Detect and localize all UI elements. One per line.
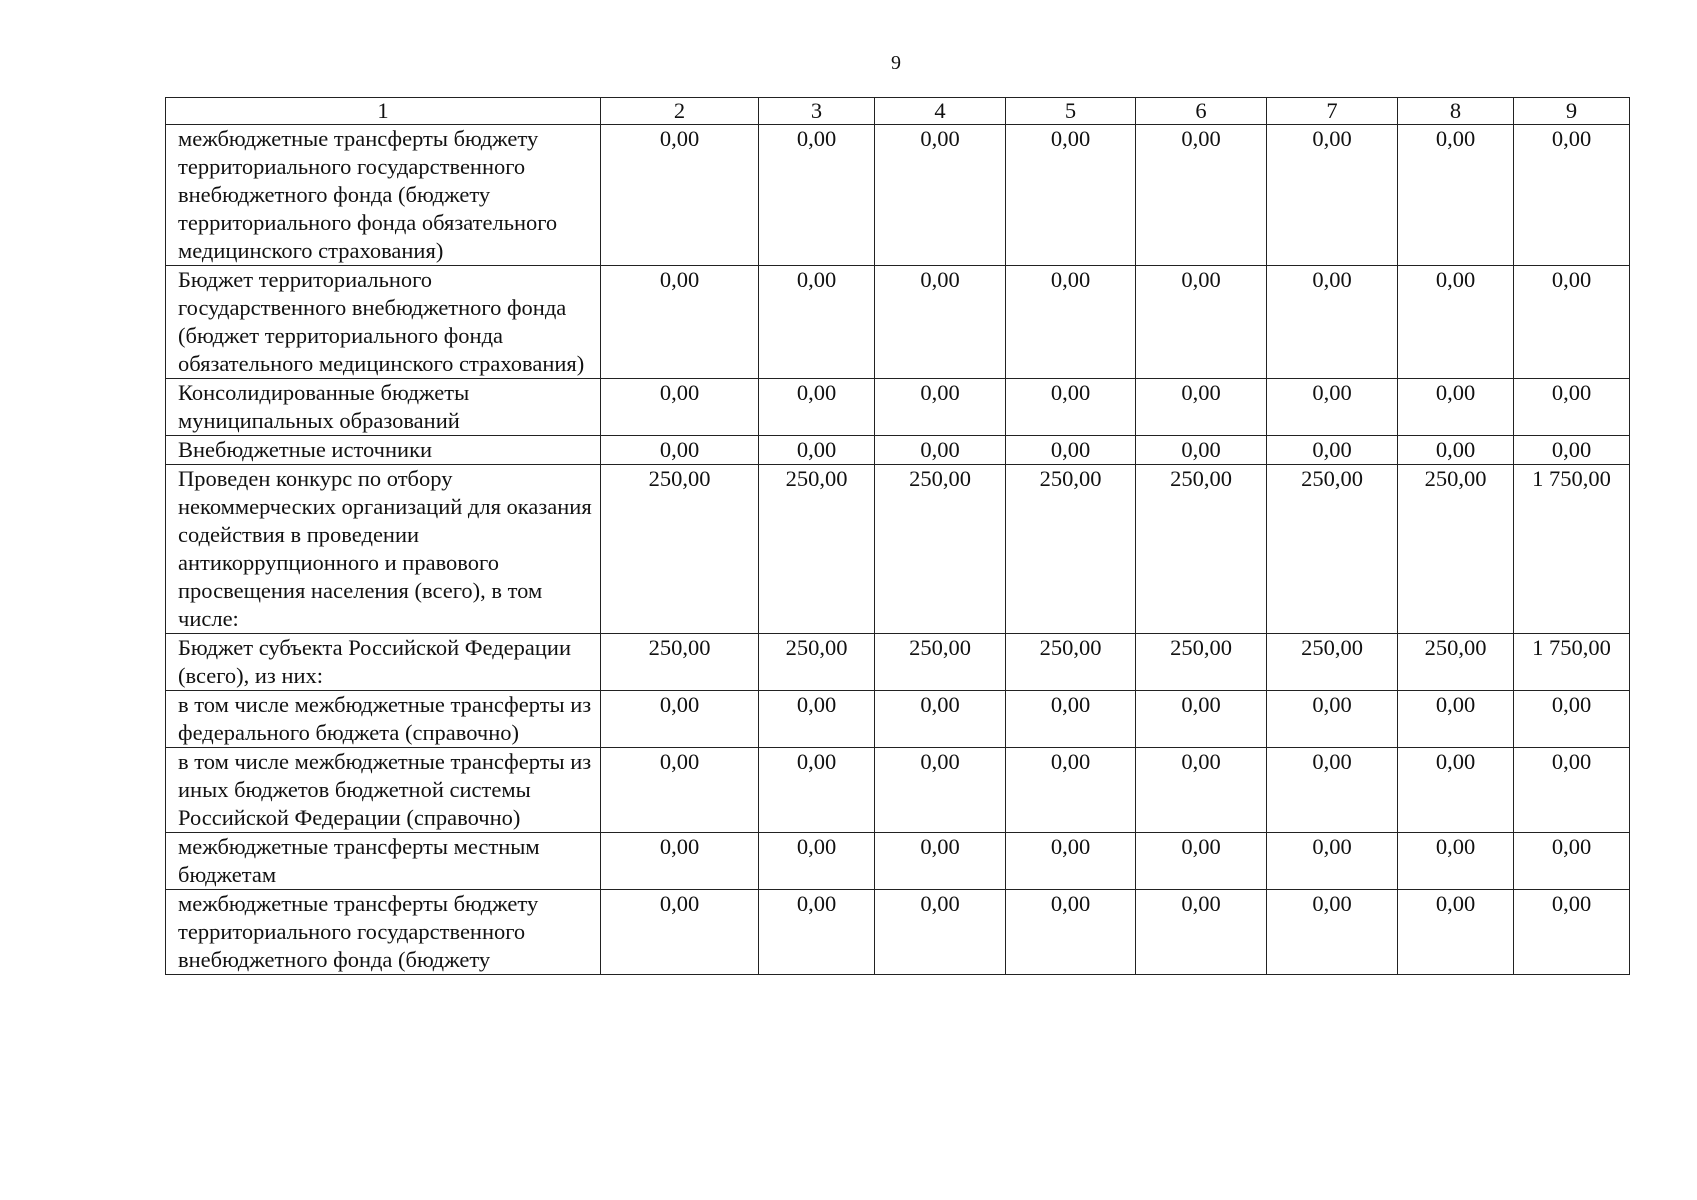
value-cell: 0,00	[1514, 890, 1630, 975]
value-cell: 250,00	[1398, 465, 1514, 634]
column-header: 5	[1006, 98, 1136, 125]
value-cell: 0,00	[1398, 890, 1514, 975]
value-cell: 0,00	[875, 748, 1006, 833]
value-cell: 0,00	[601, 748, 759, 833]
value-cell: 0,00	[1398, 691, 1514, 748]
row-label: межбюджетные трансферты бюджету территориального государственного внебюджетного фонда (бюджету территориального фонда обязательного медицинского страхования)	[166, 125, 601, 266]
value-cell: 0,00	[1267, 890, 1398, 975]
value-cell: 0,00	[1398, 266, 1514, 379]
value-cell: 0,00	[759, 266, 875, 379]
value-cell: 0,00	[759, 890, 875, 975]
column-header: 7	[1267, 98, 1398, 125]
table-row	[166, 465, 1630, 634]
row-label: Бюджет субъекта Российской Федерации (всего), из них:	[166, 634, 601, 691]
value-cell: 0,00	[1136, 379, 1267, 436]
value-cell: 0,00	[1006, 436, 1136, 465]
value-cell: 0,00	[1267, 125, 1398, 266]
value-cell: 0,00	[1398, 379, 1514, 436]
value-cell: 0,00	[875, 125, 1006, 266]
value-cell: 250,00	[1267, 634, 1398, 691]
value-cell: 250,00	[875, 465, 1006, 634]
value-cell: 0,00	[1136, 833, 1267, 890]
value-cell: 250,00	[1398, 634, 1514, 691]
column-header: 8	[1398, 98, 1514, 125]
value-cell: 0,00	[1006, 125, 1136, 266]
value-cell: 0,00	[1514, 379, 1630, 436]
value-cell: 0,00	[1398, 125, 1514, 266]
value-cell: 250,00	[759, 465, 875, 634]
value-cell: 0,00	[601, 691, 759, 748]
column-header: 1	[166, 98, 601, 125]
value-cell: 0,00	[601, 125, 759, 266]
value-cell: 0,00	[1267, 436, 1398, 465]
value-cell: 250,00	[1136, 465, 1267, 634]
value-cell: 250,00	[1006, 634, 1136, 691]
table-row	[166, 748, 1630, 833]
column-header: 4	[875, 98, 1006, 125]
value-cell: 0,00	[1136, 890, 1267, 975]
value-cell: 0,00	[759, 125, 875, 266]
value-cell: 0,00	[1267, 748, 1398, 833]
value-cell: 0,00	[875, 890, 1006, 975]
value-cell: 250,00	[1006, 465, 1136, 634]
table-row	[166, 634, 1630, 691]
value-cell: 0,00	[601, 436, 759, 465]
value-cell: 0,00	[1514, 266, 1630, 379]
value-cell: 0,00	[1267, 379, 1398, 436]
value-cell: 250,00	[875, 634, 1006, 691]
value-cell: 0,00	[1006, 266, 1136, 379]
table-body	[166, 98, 1630, 975]
value-cell: 0,00	[875, 691, 1006, 748]
table-row	[166, 266, 1630, 379]
value-cell: 0,00	[1514, 691, 1630, 748]
value-cell: 0,00	[1398, 748, 1514, 833]
value-cell: 0,00	[1398, 436, 1514, 465]
value-cell: 0,00	[1267, 691, 1398, 748]
value-cell: 250,00	[759, 634, 875, 691]
row-label: в том числе межбюджетные трансферты из федерального бюджета (справочно)	[166, 691, 601, 748]
value-cell: 0,00	[1136, 436, 1267, 465]
value-cell: 0,00	[759, 379, 875, 436]
column-header: 9	[1514, 98, 1630, 125]
value-cell: 250,00	[1136, 634, 1267, 691]
value-cell: 0,00	[1136, 691, 1267, 748]
value-cell: 0,00	[759, 833, 875, 890]
value-cell: 0,00	[875, 379, 1006, 436]
column-header: 3	[759, 98, 875, 125]
value-cell: 0,00	[875, 266, 1006, 379]
value-cell: 0,00	[601, 833, 759, 890]
row-label: Бюджет территориального государственного внебюджетного фонда (бюджет территориального фонда обязательного медицинского страхования)	[166, 266, 601, 379]
value-cell: 1 750,00	[1514, 634, 1630, 691]
table-row	[166, 890, 1630, 975]
value-cell: 0,00	[601, 890, 759, 975]
column-header: 2	[601, 98, 759, 125]
value-cell: 0,00	[1514, 436, 1630, 465]
value-cell: 250,00	[601, 465, 759, 634]
value-cell: 250,00	[601, 634, 759, 691]
table-row	[166, 379, 1630, 436]
row-label: в том числе межбюджетные трансферты из иных бюджетов бюджетной системы Российской Федерации (справочно)	[166, 748, 601, 833]
budget-table	[165, 97, 1630, 975]
value-cell: 0,00	[1514, 833, 1630, 890]
value-cell: 0,00	[1006, 890, 1136, 975]
table-row	[166, 436, 1630, 465]
value-cell: 0,00	[1267, 266, 1398, 379]
value-cell: 0,00	[1136, 266, 1267, 379]
header-row	[166, 98, 1630, 125]
row-label: Внебюджетные источники	[166, 436, 601, 465]
value-cell: 0,00	[875, 436, 1006, 465]
value-cell: 0,00	[1136, 125, 1267, 266]
value-cell: 0,00	[759, 436, 875, 465]
value-cell: 0,00	[875, 833, 1006, 890]
value-cell: 0,00	[759, 748, 875, 833]
value-cell: 1 750,00	[1514, 465, 1630, 634]
table-row	[166, 833, 1630, 890]
value-cell: 0,00	[1267, 833, 1398, 890]
value-cell: 0,00	[1006, 691, 1136, 748]
row-label: Консолидированные бюджеты муниципальных образований	[166, 379, 601, 436]
page-number: 9	[891, 52, 901, 74]
row-label: межбюджетные трансферты местным бюджетам	[166, 833, 601, 890]
value-cell: 0,00	[1006, 833, 1136, 890]
value-cell: 0,00	[601, 379, 759, 436]
row-label: Проведен конкурс по отбору некоммерческих организаций для оказания содействия в проведении антикоррупционного и правового просвещения населения (всего), в том числе:	[166, 465, 601, 634]
value-cell: 0,00	[1136, 748, 1267, 833]
table-row	[166, 125, 1630, 266]
value-cell: 0,00	[1006, 379, 1136, 436]
value-cell: 250,00	[1267, 465, 1398, 634]
value-cell: 0,00	[1514, 748, 1630, 833]
row-label: межбюджетные трансферты бюджету территориального государственного внебюджетного фонда (бюджету	[166, 890, 601, 975]
value-cell: 0,00	[1006, 748, 1136, 833]
table-row	[166, 691, 1630, 748]
column-header: 6	[1136, 98, 1267, 125]
value-cell: 0,00	[1398, 833, 1514, 890]
value-cell: 0,00	[601, 266, 759, 379]
value-cell: 0,00	[1514, 125, 1630, 266]
value-cell: 0,00	[759, 691, 875, 748]
